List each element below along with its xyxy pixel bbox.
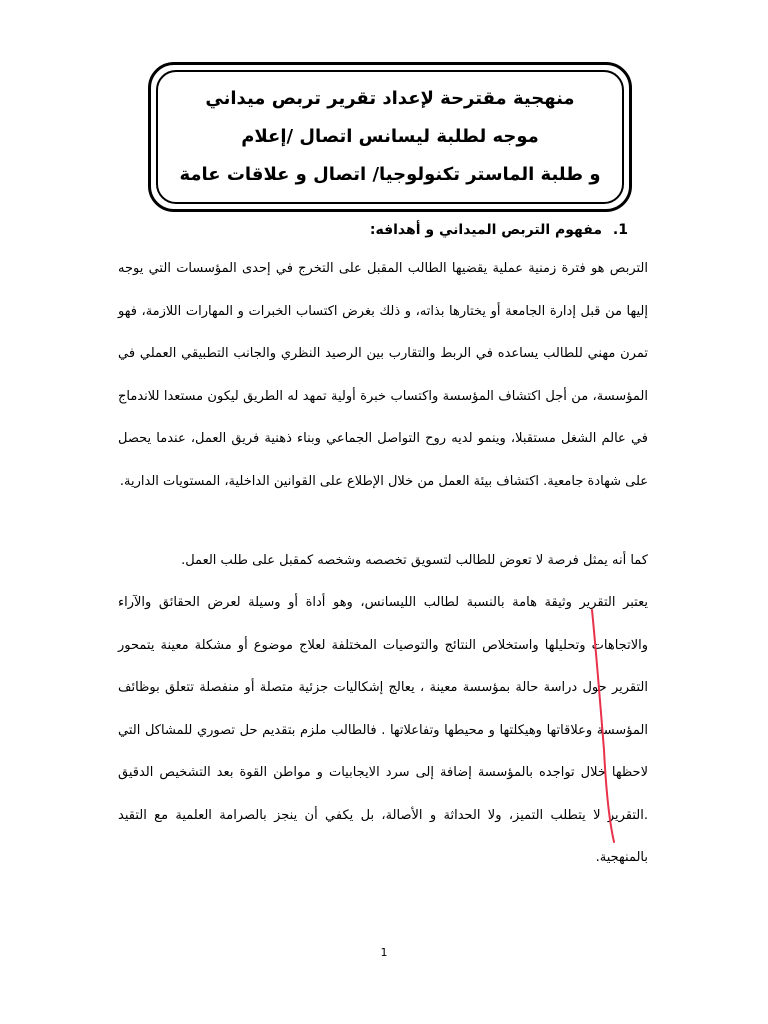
title-line-1: منهجية مقترحة لإعداد تقرير تربص ميداني [205,88,575,109]
title-frame [156,70,624,204]
paragraph-1: التربص هو فترة زمنية عملية يقضيها الطالب المقبل على التخرج في إحدى المؤسسات التي يوجه إليها من قبل إدارة الجامعة أو يختارها بذاته، و ذلك بغرض اكتساب الخبرات و المهارات اللازمة، فهو تمرن مهني للطالب يساعده في الربط والتقارب بين الرصيد النظري والجانب التطبيقي العملي في المؤسسة، من أجل اكتشاف المؤسسة واكتساب خبرة أولية تمهد له الطريق ليكون مستعدا للاندماج في عالم الشغل مستقبلا، وينمو لديه روح التواصل الجماعي وبناء ذهنية فريق العمل، عندما يحصل على شهادة جامعية. اكتشاف بيئة العمل من خلال الإطلاع على القوانين الداخلية، المستويات الدارية. [118,261,648,489]
section-heading-text: مفهوم التربص الميداني و أهدافه: [369,222,603,238]
section-heading [370,218,628,242]
title-line-3: و طلبة الماستر تكنولوجيا/ اتصال و علاقات عامة [179,164,601,185]
paragraph-3: يعتبر التقرير وثيقة هامة بالنسبة لطالب الليسانس، وهو أداة أو وسيلة لعرض الحقائق والآراء والاتجاهات وتحليلها واستخلاص النتائج والتوصيات المختلفة لعلاج موضوع أو مشكلة معينة يتمحور التقرير حول دراسة حالة بمؤسسة معينة ، يعالج إشكاليات جزئية متصلة أو منفصلة تتعلق بوظائف المؤسسة وعلاقاتها وهيكلتها و محيطها وتفاعلاتها . فالطالب ملزم بتقديم حل تصوري للمشاكل التي لاحظها خلال تواجده بالمؤسسة إضافة إلى سرد الايجابيات و مواطن القوة بعد التشخيص الدقيق .التقرير لا يتطلب التميز، ولا الحداثة و الأصالة، بل يكفي أن ينجز بالصرامة العلمية مع التقيد بالمنهجية. [118,595,648,865]
title-line-2: موجه لطلبة ليسانس اتصال /إعلام [241,126,539,147]
page-number: 1 [380,946,388,959]
section-number: 1. [612,222,628,238]
paragraph-2: كما أنه يمثل فرصة لا تعوض للطالب لتسويق تخصصه وشخصه كمقبل على طلب العمل. [181,553,648,568]
